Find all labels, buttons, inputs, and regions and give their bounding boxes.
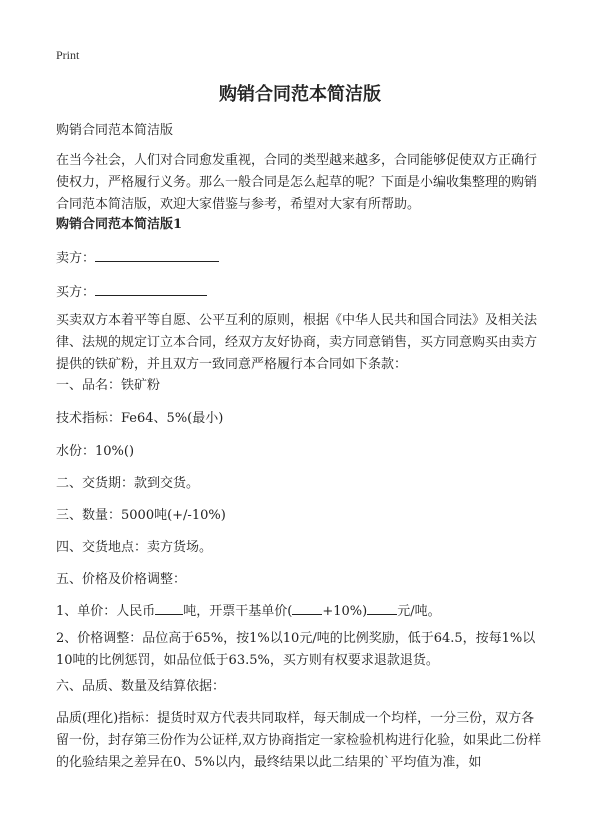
item-5-1-text-d: 元/吨。 [397, 604, 441, 619]
item-5: 五、价格及价格调整： [56, 572, 187, 587]
item-5-1-text-c: +10%) [322, 604, 368, 619]
buyer-label: 买方： [56, 285, 96, 300]
item-6-text: 品质(理化)指标：提货时双方代表共同取样，每天制成一个均样，一分三份，双方各留一份，封存第三份作为公证样,双方协商指定一家检验机构进行化验，如果此二份样的化验结果之差异在0、5%以内，最终结果以此二结果的`平均值为准，如 [56, 711, 542, 770]
preamble-paragraph: 买卖双方本着平等自愿、公平互利的原则，根据《中华人民共和国合同法》及相关法律、法规的规定订立本合同，经双方友好协商，卖方同意销售，买方同意购买由卖方提供的铁矿粉，并且双方一致同意严格履行本合同如下条款： [56, 313, 538, 372]
buyer-line [56, 281, 544, 304]
item-4: 四、交货地点：卖方货场。 [56, 540, 213, 555]
document-title: 购销合同范本简洁版 [219, 84, 381, 105]
print-link[interactable]: Print [56, 48, 80, 62]
seller-blank [95, 247, 219, 262]
buyer-blank [95, 281, 207, 296]
item-5-1 [56, 600, 544, 623]
item-5-1-text-b: 吨，开票干基单价( [183, 604, 293, 619]
seller-line [56, 247, 544, 270]
item-5-1-text-a: 1、单价：人民币 [56, 604, 156, 619]
item-1-spec: 技术指标：Fe64、5%(最小) [56, 411, 224, 426]
section-heading: 购销合同范本简洁版1 [56, 217, 183, 232]
price-blank-3 [367, 600, 397, 615]
item-1: 一、品名：铁矿粉 [56, 378, 161, 393]
price-blank-2 [292, 600, 322, 615]
item-6: 六、品质、数量及结算依据： [56, 679, 226, 694]
document-subtitle: 购销合同范本简洁版 [56, 123, 174, 138]
item-1-water: 水份：10%() [56, 444, 135, 459]
seller-label: 卖方： [56, 251, 96, 266]
price-blank-1 [155, 600, 183, 615]
item-2: 二、交货期：款到交货。 [56, 476, 200, 491]
item-3: 三、数量：5000吨(+/-10%) [56, 508, 226, 523]
intro-paragraph: 在当今社会，人们对合同愈发重视，合同的类型越来越多，合同能够促使双方正确行使权力，严格履行义务。那么一般合同是怎么起草的呢？下面是小编收集整理的购销合同范本简洁版，欢迎大家借鉴与参考，希望对大家有所帮助。 [56, 153, 538, 212]
item-5-2: 2、价格调整：品位高于65%，按1%以10元/吨的比例奖励，低于64.5，按每1%以10吨的比例惩罚，如品位低于63.5%，买方则有权要求退款退货。 [56, 631, 536, 668]
